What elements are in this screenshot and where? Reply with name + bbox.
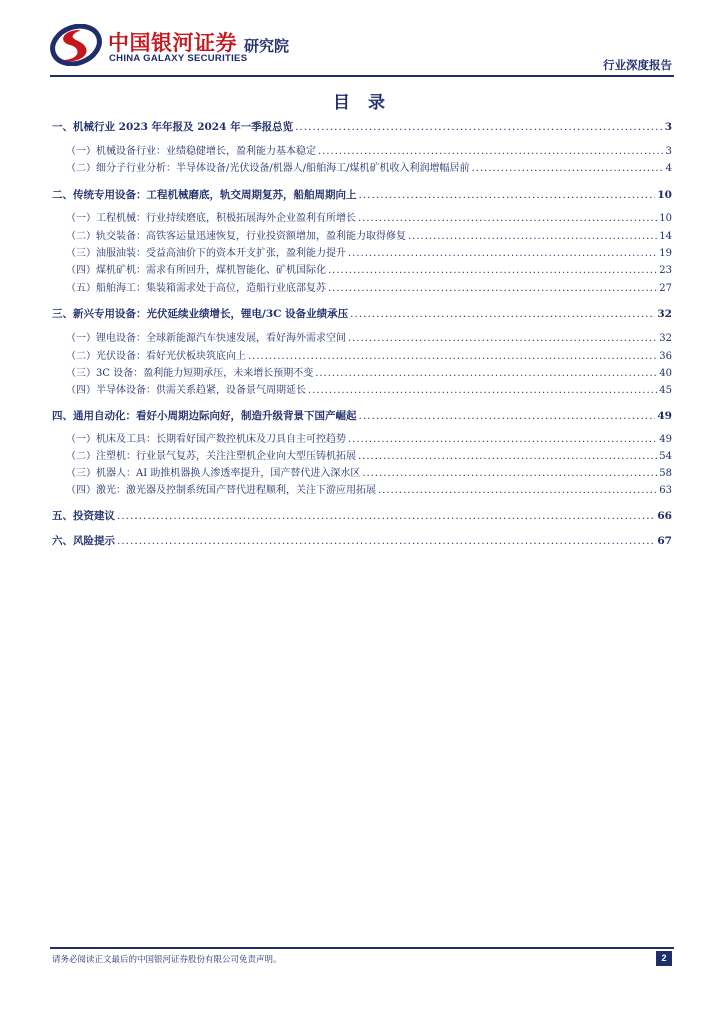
toc-entry-subsection[interactable] xyxy=(66,484,672,498)
toc-dot-leader xyxy=(348,433,657,447)
toc-entry-text: 二、传统专用设备：工程机械磨底，轨交周期复苏，船舶周期向上 xyxy=(52,189,357,201)
toc-entry-subsection[interactable] xyxy=(66,450,672,464)
toc-dot-leader xyxy=(348,332,657,346)
footer-disclaimer: 请务必阅读正文最后的中国银河证券股份有限公司免责声明。 xyxy=(52,955,282,965)
toc-entry-section[interactable] xyxy=(52,307,672,321)
toc-entry-page: 40 xyxy=(659,368,672,379)
toc-dot-leader xyxy=(359,188,656,202)
toc-entry-text: （二）轨交装备：高铁客运量迅速恢复，行业投资额增加，盈利能力取得修复 xyxy=(66,231,406,242)
toc-entry-text: 六、风险提示 xyxy=(52,535,115,547)
toc-entry-page: 49 xyxy=(657,410,672,422)
toc-entry-subsection[interactable] xyxy=(66,162,672,176)
toc-entry-text: 三、新兴专用设备：光伏延续业绩增长，锂电/3C 设备业绩承压 xyxy=(52,308,349,320)
toc-entry-page: 10 xyxy=(659,213,672,224)
toc-entry-text: （一）机械设备行业：业绩稳健增长，盈利能力基本稳定 xyxy=(66,146,316,157)
toc-entry-text: （四）激光：激光器及控制系统国产替代进程顺利，关注下游应用拓展 xyxy=(66,485,376,496)
toc-dot-leader xyxy=(318,145,664,159)
toc-entry-subsection[interactable] xyxy=(66,350,672,364)
toc-entry-subsection[interactable] xyxy=(66,145,672,159)
toc-dot-leader xyxy=(248,350,657,364)
toc-entry-subsection[interactable] xyxy=(66,433,672,447)
toc-entry-page: 27 xyxy=(659,283,672,294)
report-type-label: 行业深度报告 xyxy=(603,58,672,72)
toc-entry-page: 66 xyxy=(657,510,672,522)
toc-dot-leader xyxy=(328,282,657,296)
toc-entry-page: 23 xyxy=(659,265,672,276)
toc-dot-leader xyxy=(295,120,663,134)
toc-entry-page: 3 xyxy=(664,121,672,133)
toc-dot-leader xyxy=(378,484,657,498)
toc-entry-text: （五）船舶海工：集装箱需求处于高位，造船行业底部复苏 xyxy=(66,283,326,294)
toc-entry-section[interactable] xyxy=(52,534,672,548)
toc-entry-text: （三）油服油装：受益高油价下的资本开支扩张，盈利能力提升 xyxy=(66,248,346,259)
toc-dot-leader xyxy=(359,409,656,423)
toc-entry-subsection[interactable] xyxy=(66,247,672,261)
toc-dot-leader xyxy=(328,264,657,278)
toc-entry-page: 49 xyxy=(659,434,672,445)
toc-entry-subsection[interactable] xyxy=(66,467,672,481)
toc-dot-leader xyxy=(358,450,657,464)
toc-entry-page: 19 xyxy=(659,248,672,259)
toc-entry-text: 一、机械行业 2023 年年报及 2024 年一季报总览 xyxy=(52,121,294,133)
toc-entry-subsection[interactable] xyxy=(66,282,672,296)
toc-entry-text: （二）注塑机：行业景气复苏，关注注塑机企业向大型压铸机拓展 xyxy=(66,451,356,462)
galaxy-logo-icon xyxy=(50,24,102,66)
page-number: 2 xyxy=(656,951,672,966)
brand-subtitle: 研究院 xyxy=(244,37,290,55)
toc-entry-section[interactable] xyxy=(52,188,672,202)
toc-entry-text: （四）半导体设备：供需关系趋紧，设备景气周期延长 xyxy=(66,385,306,396)
toc-entry-text: 五、投资建议 xyxy=(52,510,115,522)
brand-name-en: CHINA GALAXY SECURITIES xyxy=(109,53,248,64)
header-divider xyxy=(50,75,674,77)
toc-dot-leader xyxy=(117,534,655,548)
toc-dot-leader xyxy=(362,467,657,481)
toc-entry-page: 3 xyxy=(665,146,672,157)
toc-entry-text: （四）煤机矿机：需求有所回升，煤机智能化、矿机国际化 xyxy=(66,265,326,276)
toc-entry-page: 63 xyxy=(659,485,672,496)
toc-dot-leader xyxy=(358,212,657,226)
toc-entry-text: （一）工程机械：行业持续磨底，积极拓展海外企业盈利有所增长 xyxy=(66,213,356,224)
toc-entry-section[interactable] xyxy=(52,120,672,134)
toc-entry-section[interactable] xyxy=(52,409,672,423)
toc-entry-page: 10 xyxy=(657,189,672,201)
toc-entry-page: 45 xyxy=(659,385,672,396)
toc-entry-page: 14 xyxy=(659,231,672,242)
toc-entry-subsection[interactable] xyxy=(66,230,672,244)
toc-dot-leader xyxy=(471,162,663,176)
toc-entry-text: （三）3C 设备：盈利能力短期承压，未来增长预期不变 xyxy=(66,368,314,379)
toc-entry-text: （一）机床及工具：长期看好国产数控机床及刀具自主可控趋势 xyxy=(66,434,346,445)
toc-entry-page: 4 xyxy=(665,163,672,174)
toc-entry-subsection[interactable] xyxy=(66,332,672,346)
toc-entry-page: 58 xyxy=(659,468,672,479)
toc-dot-leader xyxy=(350,307,655,321)
page-header xyxy=(0,0,724,80)
toc-entry-text: （二）细分子行业分析：半导体设备/光伏设备/机器人/船舶海工/煤机矿机收入利润增幅居前 xyxy=(66,163,470,174)
toc-entry-page: 36 xyxy=(659,351,672,362)
toc-entry-text: （二）光伏设备：看好光伏板块筑底向上 xyxy=(66,351,246,362)
toc-dot-leader xyxy=(117,509,655,523)
toc-entry-subsection[interactable] xyxy=(66,264,672,278)
toc-dot-leader xyxy=(315,367,657,381)
toc-entry-subsection[interactable] xyxy=(66,384,672,398)
toc-entry-subsection[interactable] xyxy=(66,212,672,226)
toc-entry-page: 67 xyxy=(657,535,672,547)
toc-entry-section[interactable] xyxy=(52,509,672,523)
toc-dot-leader xyxy=(308,384,657,398)
brand-name-cn: 中国银河证券 xyxy=(108,31,237,55)
toc-entry-text: 四、通用自动化：看好小周期边际向好，制造升级背景下国产崛起 xyxy=(52,410,357,422)
toc-entry-page: 32 xyxy=(657,308,672,320)
toc-entry-text: （一）锂电设备：全球新能源汽车快速发展，看好海外需求空间 xyxy=(66,333,346,344)
footer-divider xyxy=(50,947,674,949)
toc-entry-subsection[interactable] xyxy=(66,367,672,381)
toc-entry-page: 32 xyxy=(659,333,672,344)
toc-entry-page: 54 xyxy=(659,451,672,462)
toc-entry-text: （三）机器人：AI 助推机器换人渗透率提升，国产替代进入深水区 xyxy=(66,468,361,479)
toc-title: 目 录 xyxy=(333,93,391,113)
toc-dot-leader xyxy=(408,230,657,244)
toc-dot-leader xyxy=(348,247,657,261)
